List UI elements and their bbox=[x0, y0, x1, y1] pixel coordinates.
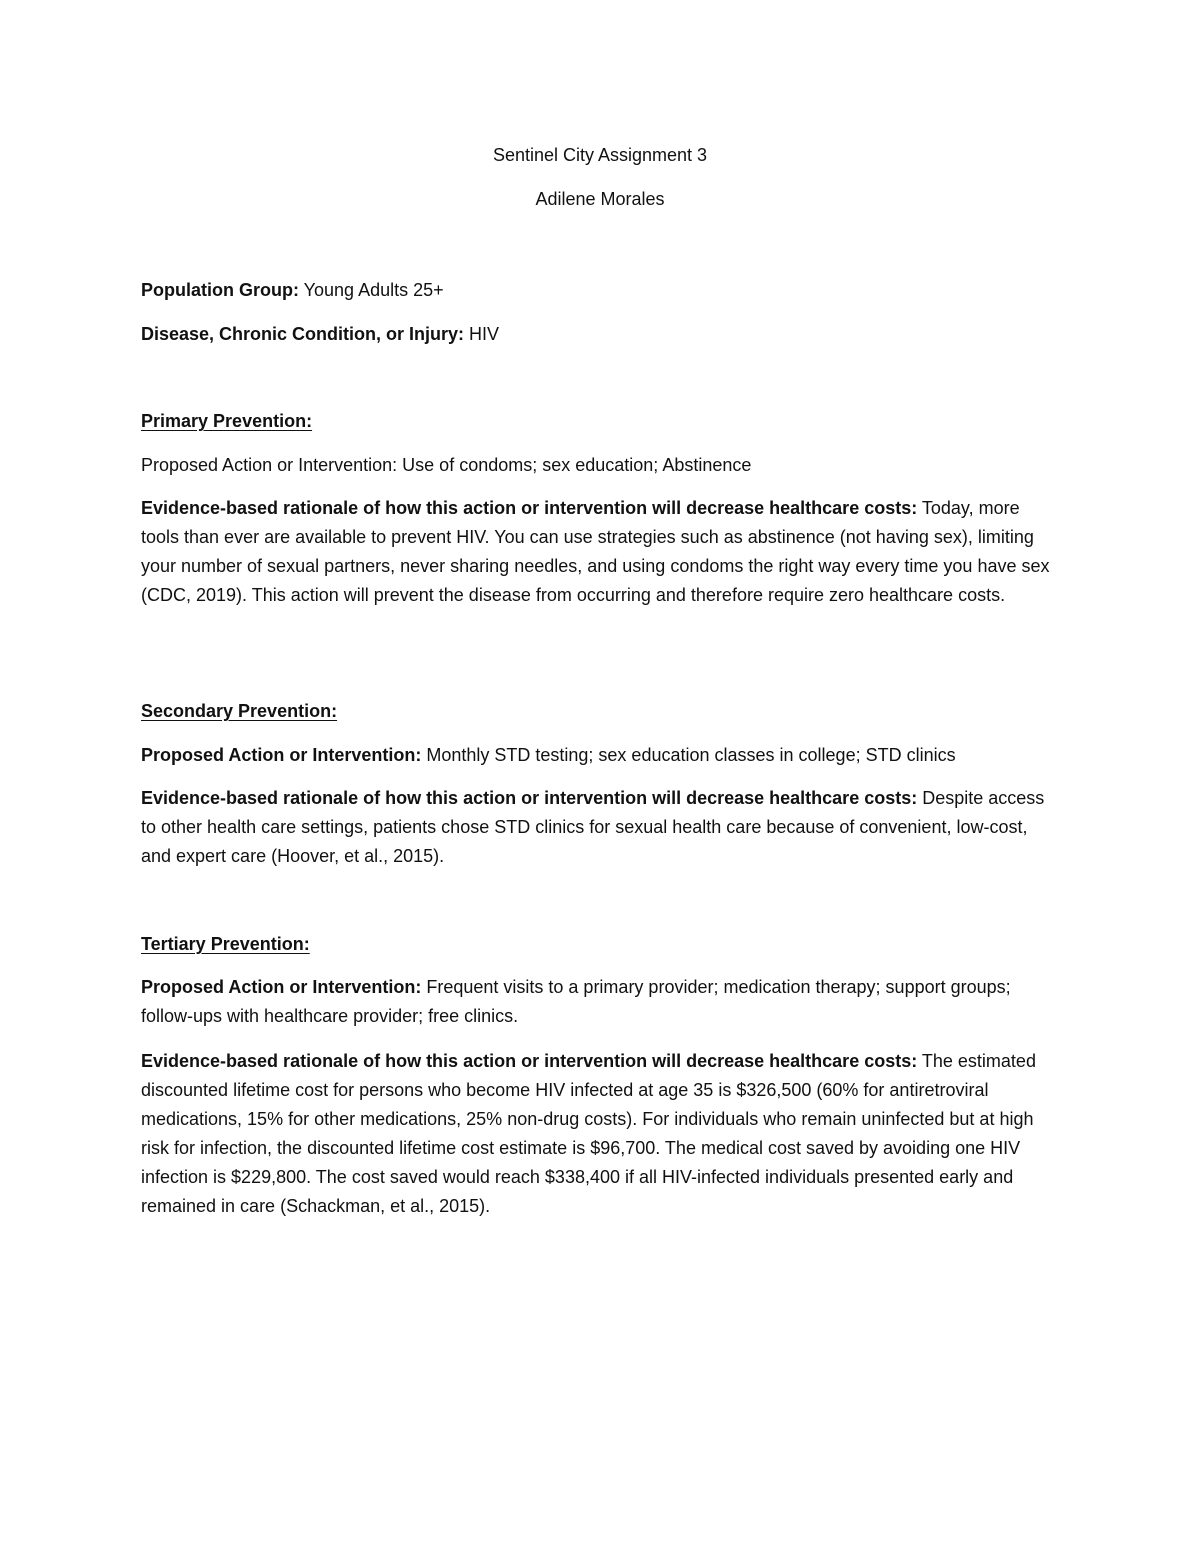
primary-action-label: Proposed Action or Intervention: bbox=[141, 455, 398, 475]
condition-value: HIV bbox=[464, 324, 500, 344]
tertiary-rationale-value: The estimated discounted lifetime cost for persons who become HIV infected at age 35 is $326,500 (60% for antiretroviral medications, 15% for other medications, 25% non-drug costs). For individuals who remain uninfected but at high risk for infection, the discounted lifetime cost estimate is $96,700. The medical cost saved by avoiding one HIV infection is $229,800. The cost saved would reach $338,400 if all HIV-infected individuals presented early and remained in care (Schackman, et al., 2015). bbox=[141, 1051, 1036, 1216]
primary-action-line bbox=[141, 451, 1059, 480]
secondary-rationale-value: Despite access to other health care settings, patients chose STD clinics for sexual health care because of convenient, low-cost, and expert care (Hoover, et al., 2015). bbox=[141, 788, 1045, 866]
secondary-action-label: Proposed Action or Intervention: bbox=[141, 745, 422, 765]
tertiary-rationale bbox=[141, 1047, 1053, 1221]
tertiary-action bbox=[141, 973, 1053, 1031]
population-group-value: Young Adults 25+ bbox=[298, 280, 444, 300]
tertiary-action-label: Proposed Action or Intervention: bbox=[141, 977, 422, 997]
primary-prevention-heading bbox=[141, 407, 1059, 436]
primary-rationale bbox=[141, 494, 1053, 610]
secondary-action-line bbox=[141, 741, 1059, 770]
primary-rationale-label: Evidence-based rationale of how this action or intervention will decrease healthcare costs: bbox=[141, 498, 918, 518]
document-title: Sentinel City Assignment 3 bbox=[492, 145, 708, 165]
population-group-label: Population Group: bbox=[141, 280, 299, 300]
secondary-rationale-label: Evidence-based rationale of how this action or intervention will decrease healthcare costs: bbox=[141, 788, 918, 808]
condition-label: Disease, Chronic Condition, or Injury: bbox=[141, 324, 465, 344]
secondary-action-value: Monthly STD testing; sex education classes in college; STD clinics bbox=[421, 745, 956, 765]
primary-rationale-value: Today, more tools than ever are available to prevent HIV. You can use strategies such as abstinence (not having sex), limiting your number of sexual partners, never sharing needles, and using condoms the right way every time you have sex (CDC, 2019). This action will prevent the disease from occurring and therefore require zero healthcare costs. bbox=[141, 498, 1050, 605]
document-author: Adilene Morales bbox=[535, 189, 665, 209]
tertiary-heading-text: Tertiary Prevention: bbox=[141, 934, 310, 954]
primary-heading-text: Primary Prevention: bbox=[141, 411, 313, 431]
population-group-line bbox=[141, 276, 1059, 305]
secondary-heading-text: Secondary Prevention: bbox=[141, 701, 338, 721]
tertiary-prevention-heading bbox=[141, 930, 1059, 959]
secondary-prevention-heading bbox=[141, 697, 1059, 726]
tertiary-action-value: Frequent visits to a primary provider; medication therapy; support groups; follow-ups with healthcare provider; free clinics. bbox=[141, 977, 1011, 1026]
condition-line bbox=[141, 320, 1059, 349]
primary-action-value: Use of condoms; sex education; Abstinence bbox=[397, 455, 752, 475]
secondary-rationale bbox=[141, 784, 1053, 871]
tertiary-rationale-label: Evidence-based rationale of how this action or intervention will decrease healthcare costs: bbox=[141, 1051, 918, 1071]
